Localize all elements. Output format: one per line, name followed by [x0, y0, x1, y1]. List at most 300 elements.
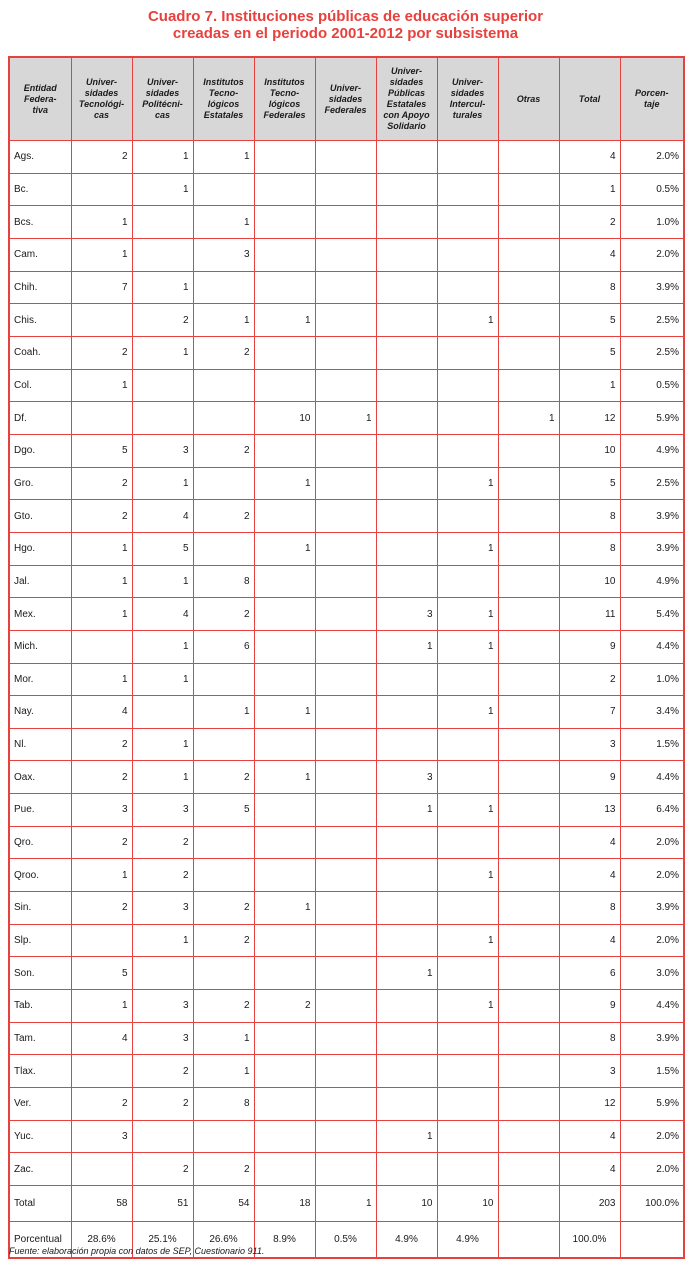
- table-cell: 2.0%: [620, 826, 684, 859]
- table-cell: [498, 304, 559, 337]
- table-cell: [498, 794, 559, 827]
- table-cell: [315, 598, 376, 631]
- table-cell: 100.0%: [559, 1222, 620, 1259]
- row-label: Dgo.: [9, 434, 71, 467]
- table-cell: [376, 696, 437, 729]
- table-cell: 4.9%: [437, 1222, 498, 1259]
- table-cell: 2: [71, 728, 132, 761]
- table-cell: [376, 1055, 437, 1088]
- table-cell: 2.0%: [620, 1153, 684, 1186]
- table-cell: [376, 500, 437, 533]
- table-cell: [498, 1055, 559, 1088]
- table-cell: 3.9%: [620, 532, 684, 565]
- table-cell: [498, 500, 559, 533]
- table-cell: 3: [559, 1055, 620, 1088]
- table-cell: 2: [132, 1088, 193, 1121]
- column-header-line: cas: [93, 110, 110, 120]
- table-cell: 1: [376, 1120, 437, 1153]
- column-header-line: sidades: [145, 88, 180, 98]
- row-label: Nay.: [9, 696, 71, 729]
- table-cell: [498, 859, 559, 892]
- table-cell: [498, 826, 559, 859]
- table-cell: [437, 434, 498, 467]
- row-label: Mor.: [9, 663, 71, 696]
- table-cell: [376, 924, 437, 957]
- table-cell: 4: [559, 826, 620, 859]
- table-cell: [498, 728, 559, 761]
- table-cell: 1: [132, 728, 193, 761]
- table-row: [9, 761, 684, 794]
- table-row: [9, 1022, 684, 1055]
- table-cell: 1: [437, 924, 498, 957]
- source-note: Fuente: elaboración propia con datos de SEP, Cuestionario 911.: [9, 1246, 265, 1256]
- row-label: Sin.: [9, 892, 71, 925]
- row-label: Df.: [9, 402, 71, 435]
- table-cell: 10: [254, 402, 315, 435]
- row-label: Yuc.: [9, 1120, 71, 1153]
- table-cell: 12: [559, 1088, 620, 1121]
- table-cell: 4: [559, 859, 620, 892]
- table-cell: [498, 1022, 559, 1055]
- table-cell: 0.5%: [315, 1222, 376, 1259]
- table-row: [9, 1120, 684, 1153]
- table-cell: 1.0%: [620, 663, 684, 696]
- table-cell: 1: [254, 467, 315, 500]
- table-cell: 3.9%: [620, 500, 684, 533]
- table-cell: 1: [71, 369, 132, 402]
- table-cell: 3: [132, 990, 193, 1023]
- row-label: Qro.: [9, 826, 71, 859]
- table-cell: [437, 1153, 498, 1186]
- table-row: [9, 304, 684, 337]
- table-cell: [254, 1022, 315, 1055]
- table-cell: [193, 369, 254, 402]
- table-cell: 10: [437, 1186, 498, 1222]
- table-cell: [437, 663, 498, 696]
- table-cell: [315, 1120, 376, 1153]
- table-cell: 1: [437, 859, 498, 892]
- table-cell: 28.6%: [71, 1222, 132, 1259]
- table-cell: 1: [71, 206, 132, 239]
- table-cell: [376, 728, 437, 761]
- table-cell: [315, 663, 376, 696]
- table-cell: [254, 728, 315, 761]
- table-cell: 1: [437, 696, 498, 729]
- table-cell: [71, 1153, 132, 1186]
- table-cell: [437, 271, 498, 304]
- table-cell: 1: [71, 565, 132, 598]
- table-cell: 1: [193, 1022, 254, 1055]
- table-cell: [254, 434, 315, 467]
- column-header: [71, 57, 132, 141]
- table-cell: [498, 532, 559, 565]
- table-cell: 3.0%: [620, 957, 684, 990]
- table-cell: 1: [132, 565, 193, 598]
- table-cell: 2: [193, 336, 254, 369]
- table-cell: 2.5%: [620, 304, 684, 337]
- column-header-line: Federales: [324, 104, 367, 115]
- table-cell: 5: [193, 794, 254, 827]
- column-header-line: Estatales: [386, 99, 427, 109]
- table-cell: 6.4%: [620, 794, 684, 827]
- row-label: Pue.: [9, 794, 71, 827]
- table-cell: [376, 565, 437, 598]
- table-cell: 3: [132, 1022, 193, 1055]
- column-header-line: Tecno-: [269, 88, 300, 98]
- table-cell: [376, 141, 437, 174]
- table-cell: 1.5%: [620, 1055, 684, 1088]
- table-cell: [254, 1088, 315, 1121]
- table-cell: 1: [132, 173, 193, 206]
- table-cell: [498, 206, 559, 239]
- table-cell: 2: [193, 1153, 254, 1186]
- table-cell: 1: [559, 369, 620, 402]
- table-cell: 12: [559, 402, 620, 435]
- table-cell: [315, 794, 376, 827]
- table-cell: 2.0%: [620, 1120, 684, 1153]
- table-row: [9, 467, 684, 500]
- column-header-line: tiva: [32, 104, 48, 115]
- table-cell: 5: [71, 957, 132, 990]
- column-header-line: Total: [578, 93, 601, 104]
- row-label: Ags.: [9, 141, 71, 174]
- table-cell: 5: [559, 304, 620, 337]
- column-header-line: sidades: [450, 88, 485, 98]
- table-cell: 4.9%: [620, 434, 684, 467]
- table-cell: 4: [559, 1153, 620, 1186]
- table-cell: [498, 271, 559, 304]
- column-header-line: Federales: [263, 110, 306, 120]
- table-cell: 10: [376, 1186, 437, 1222]
- table-cell: 1.0%: [620, 206, 684, 239]
- column-header-line: Estatales: [203, 110, 244, 120]
- column-header-line: sidades: [84, 88, 119, 98]
- table-cell: [498, 1222, 559, 1259]
- table-cell: [315, 728, 376, 761]
- table-cell: 4: [559, 238, 620, 271]
- table-cell: [376, 990, 437, 1023]
- table-cell: [376, 369, 437, 402]
- row-label: Total: [9, 1186, 71, 1222]
- table-cell: [193, 1120, 254, 1153]
- table-cell: 1: [437, 990, 498, 1023]
- table-row: [9, 173, 684, 206]
- table-cell: 5: [559, 467, 620, 500]
- table-cell: 1: [193, 206, 254, 239]
- table-cell: [498, 598, 559, 631]
- table-cell: 13: [559, 794, 620, 827]
- table-row: [9, 859, 684, 892]
- table-cell: [193, 271, 254, 304]
- table-title-line-1: Cuadro 7. Instituciones públicas de educación superior: [147, 8, 544, 25]
- table-cell: [437, 826, 498, 859]
- institutions-table: [8, 56, 685, 1259]
- table-row: [9, 532, 684, 565]
- table-cell: 100.0%: [620, 1186, 684, 1222]
- table-cell: [376, 1153, 437, 1186]
- table-cell: 8: [559, 532, 620, 565]
- table-cell: 1: [437, 630, 498, 663]
- table-cell: 1: [254, 304, 315, 337]
- table-cell: [498, 696, 559, 729]
- table-cell: [315, 630, 376, 663]
- table-cell: 1: [437, 794, 498, 827]
- row-label: Chih.: [9, 271, 71, 304]
- table-cell: 10: [559, 565, 620, 598]
- row-label: Mich.: [9, 630, 71, 663]
- table-cell: [498, 663, 559, 696]
- table-cell: [437, 957, 498, 990]
- table-cell: 1: [376, 794, 437, 827]
- table-cell: 4.4%: [620, 630, 684, 663]
- table-cell: [498, 1120, 559, 1153]
- table-cell: 1: [132, 630, 193, 663]
- column-header: [620, 57, 684, 141]
- table-cell: [193, 728, 254, 761]
- table-cell: 1: [71, 238, 132, 271]
- column-header-line: Univer-: [451, 77, 483, 87]
- row-label: Tlax.: [9, 1055, 71, 1088]
- table-cell: 2: [193, 434, 254, 467]
- table-cell: [315, 826, 376, 859]
- table-cell: 3: [559, 728, 620, 761]
- table-cell: 4: [71, 1022, 132, 1055]
- table-cell: [132, 402, 193, 435]
- table-cell: [315, 696, 376, 729]
- table-cell: [315, 859, 376, 892]
- table-cell: [193, 173, 254, 206]
- table-cell: 1: [132, 467, 193, 500]
- table-cell: [498, 173, 559, 206]
- table-cell: [254, 238, 315, 271]
- table-cell: 0.5%: [620, 173, 684, 206]
- column-header-line: Tecno-: [208, 88, 239, 98]
- row-label: Tam.: [9, 1022, 71, 1055]
- table-cell: 2: [193, 990, 254, 1023]
- table-cell: [498, 238, 559, 271]
- table-cell: [437, 1022, 498, 1055]
- table-cell: 3: [376, 761, 437, 794]
- table-cell: [437, 892, 498, 925]
- column-header-line: cas: [154, 110, 171, 120]
- table-cell: 8: [193, 565, 254, 598]
- column-header-line: Univer-: [85, 77, 117, 87]
- table-cell: [254, 826, 315, 859]
- table-row: [9, 663, 684, 696]
- table-cell: [498, 957, 559, 990]
- row-label: Gro.: [9, 467, 71, 500]
- table-cell: [193, 957, 254, 990]
- table-cell: [376, 892, 437, 925]
- table-body: [9, 141, 684, 1259]
- table-cell: [71, 630, 132, 663]
- table-cell: [315, 957, 376, 990]
- table-cell: [71, 304, 132, 337]
- table-cell: 3: [376, 598, 437, 631]
- table-cell: [254, 206, 315, 239]
- table-cell: 4: [71, 696, 132, 729]
- row-label: Jal.: [9, 565, 71, 598]
- table-cell: [376, 826, 437, 859]
- table-cell: [315, 1153, 376, 1186]
- table-row: [9, 1153, 684, 1186]
- table-cell: [254, 663, 315, 696]
- row-label: Bc.: [9, 173, 71, 206]
- table-cell: [315, 761, 376, 794]
- table-cell: [254, 598, 315, 631]
- table-cell: [376, 173, 437, 206]
- table-cell: 3: [132, 892, 193, 925]
- column-header-line: Públicas: [387, 88, 425, 98]
- row-label: Cam.: [9, 238, 71, 271]
- table-cell: [254, 1153, 315, 1186]
- table-cell: 7: [559, 696, 620, 729]
- table-row: [9, 696, 684, 729]
- table-cell: [132, 369, 193, 402]
- table-cell: 1: [132, 141, 193, 174]
- table-cell: [437, 238, 498, 271]
- column-header-line: Univer-: [146, 77, 178, 87]
- table-cell: 1: [71, 598, 132, 631]
- table-cell: [376, 402, 437, 435]
- table-cell: [437, 206, 498, 239]
- table-cell: [132, 696, 193, 729]
- table-row: [9, 892, 684, 925]
- table-cell: 1: [132, 271, 193, 304]
- column-header: [132, 57, 193, 141]
- table-cell: [315, 565, 376, 598]
- table-cell: 1: [376, 630, 437, 663]
- table-row: [9, 728, 684, 761]
- table-cell: [71, 1055, 132, 1088]
- column-header-line: Solidario: [387, 121, 426, 131]
- column-header-line: turales: [452, 110, 483, 120]
- table-cell: 9: [559, 761, 620, 794]
- table-cell: 8: [193, 1088, 254, 1121]
- table-cell: 2: [132, 1055, 193, 1088]
- table-cell: [498, 141, 559, 174]
- table-cell: 11: [559, 598, 620, 631]
- table-cell: 1: [71, 990, 132, 1023]
- table-cell: 2: [71, 141, 132, 174]
- table-cell: 2: [71, 826, 132, 859]
- table-cell: 8: [559, 500, 620, 533]
- row-label: Chis.: [9, 304, 71, 337]
- table-cell: 4: [559, 141, 620, 174]
- table-cell: [437, 1088, 498, 1121]
- table-cell: 1: [254, 892, 315, 925]
- table-cell: 58: [71, 1186, 132, 1222]
- column-header-line: lógicos: [207, 99, 240, 109]
- table-cell: [132, 206, 193, 239]
- table-cell: [437, 728, 498, 761]
- table-cell: [437, 1055, 498, 1088]
- table-cell: [437, 565, 498, 598]
- table-cell: 2: [132, 859, 193, 892]
- table-cell: 6: [559, 957, 620, 990]
- table-row: [9, 434, 684, 467]
- table-cell: [254, 336, 315, 369]
- column-header-line: Institutos: [264, 77, 305, 87]
- table-cell: 2.0%: [620, 924, 684, 957]
- column-header-line: Federa-: [23, 93, 57, 104]
- table-cell: 51: [132, 1186, 193, 1222]
- row-label: Col.: [9, 369, 71, 402]
- column-header: [254, 57, 315, 141]
- table-cell: 8: [559, 1022, 620, 1055]
- table-row: [9, 794, 684, 827]
- row-label: Bcs.: [9, 206, 71, 239]
- table-cell: 7: [71, 271, 132, 304]
- table-cell: 1: [437, 304, 498, 337]
- table-cell: [498, 630, 559, 663]
- table-cell: [437, 500, 498, 533]
- table-cell: [254, 924, 315, 957]
- table-cell: 3.9%: [620, 1022, 684, 1055]
- table-cell: [315, 500, 376, 533]
- table-cell: [376, 1022, 437, 1055]
- table-cell: [498, 336, 559, 369]
- table-row: [9, 990, 684, 1023]
- table-cell: 4: [132, 500, 193, 533]
- table-row: [9, 500, 684, 533]
- table-cell: 1: [71, 859, 132, 892]
- table-cell: [498, 990, 559, 1023]
- table-cell: [315, 1088, 376, 1121]
- table-cell: [498, 1153, 559, 1186]
- column-header: [437, 57, 498, 141]
- column-header-line: Univer-: [390, 66, 422, 76]
- table-cell: 2: [71, 761, 132, 794]
- table-cell: [437, 173, 498, 206]
- table-cell: [315, 206, 376, 239]
- table-cell: 4: [559, 1120, 620, 1153]
- table-cell: 9: [559, 630, 620, 663]
- table-cell: [193, 532, 254, 565]
- table-cell: [376, 467, 437, 500]
- column-header-line: con Apoyo: [383, 110, 430, 120]
- column-header: [315, 57, 376, 141]
- table-cell: 1: [437, 598, 498, 631]
- table-cell: [376, 663, 437, 696]
- table-row: [9, 336, 684, 369]
- table-cell: [315, 141, 376, 174]
- table-cell: 3: [71, 1120, 132, 1153]
- table-row: [9, 271, 684, 304]
- table-cell: [376, 859, 437, 892]
- column-header-line: Otras: [516, 93, 541, 104]
- table-cell: [254, 1120, 315, 1153]
- table-cell: 2: [132, 1153, 193, 1186]
- table-cell: [315, 1022, 376, 1055]
- table-cell: 1: [559, 173, 620, 206]
- table-cell: 8: [559, 892, 620, 925]
- table-row: [9, 141, 684, 174]
- table-cell: [254, 1055, 315, 1088]
- table-cell: [437, 402, 498, 435]
- table-cell: [71, 924, 132, 957]
- table-cell: 1: [254, 696, 315, 729]
- table-cell: [315, 336, 376, 369]
- table-row: [9, 826, 684, 859]
- table-row: [9, 206, 684, 239]
- row-label: Qroo.: [9, 859, 71, 892]
- table-cell: 1: [315, 1186, 376, 1222]
- data-table-container: [8, 56, 683, 1259]
- table-cell: [498, 761, 559, 794]
- table-cell: 2: [71, 892, 132, 925]
- column-header-line: Tecnológi-: [78, 99, 125, 109]
